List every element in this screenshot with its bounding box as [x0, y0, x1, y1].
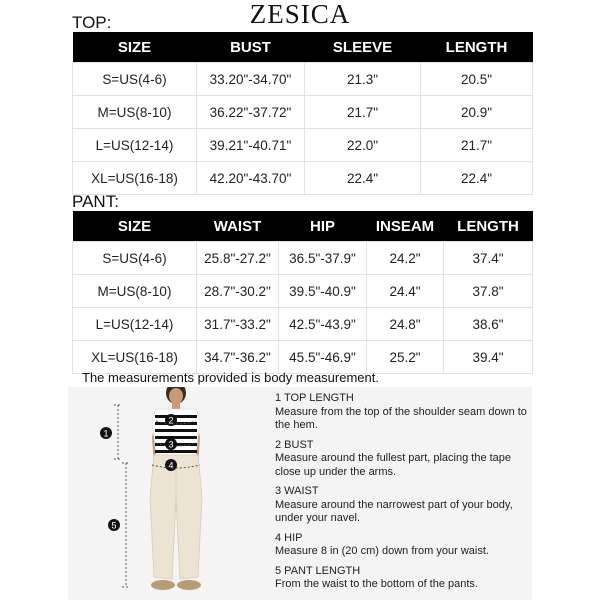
- column-header-length: LENGTH: [444, 211, 533, 242]
- waist-cell: 25.8"-27.2": [197, 242, 279, 275]
- instruction-title: 1 TOP LENGTH: [275, 392, 354, 404]
- hip-cell: 36.5"-37.9": [279, 242, 367, 275]
- marker-5: [108, 519, 120, 531]
- striped-top: [152, 409, 200, 455]
- instruction-text: Measure around the fullest part, placing the tape close up under the arms.: [275, 452, 512, 478]
- svg-text:3: 3: [168, 439, 174, 450]
- hip-cell: 42.5"-43.9": [279, 308, 367, 341]
- brand-logo: ZESICA: [249, 0, 351, 29]
- table-row: [73, 162, 533, 195]
- size-cell: XL=US(16-18): [73, 162, 197, 195]
- measurement-guide-panel: [68, 387, 532, 600]
- size-cell: M=US(8-10): [73, 96, 197, 129]
- model-illustration: [68, 387, 263, 600]
- table-header-row: [73, 211, 533, 242]
- column-header-inseam: INSEAM: [367, 211, 444, 242]
- length-cell: 22.4": [421, 162, 533, 195]
- inseam-cell: 25.2": [367, 341, 444, 374]
- svg-text:4: 4: [168, 460, 174, 471]
- instruction-title: 2 BUST: [275, 438, 314, 451]
- bust-cell: 36.22"-37.72": [197, 96, 305, 129]
- size-cell: S=US(4-6): [73, 63, 197, 96]
- table-row: [73, 242, 533, 275]
- column-header-sleeve: SLEEVE: [305, 32, 421, 63]
- size-cell: M=US(8-10): [73, 275, 197, 308]
- instruction-title: 4 HIP: [275, 531, 303, 544]
- column-header-length: LENGTH: [421, 32, 533, 63]
- marker-3: [165, 438, 177, 450]
- bust-cell: 39.21"-40.71": [197, 129, 305, 162]
- waist-cell: 34.7"-36.2": [197, 341, 279, 374]
- top-section-label: TOP:: [72, 13, 112, 32]
- instruction-title: 5 PANT LENGTH: [275, 564, 361, 577]
- marker-2: [165, 414, 177, 426]
- hip-cell: 45.5"-46.9": [279, 341, 367, 374]
- waist-cell: 31.7"-33.2": [197, 308, 279, 341]
- top-size-table: [72, 32, 533, 195]
- sleeve-cell: 22.4": [305, 162, 421, 195]
- svg-text:1: 1: [103, 428, 109, 439]
- column-header-waist: WAIST: [197, 211, 279, 242]
- instruction-text: Measure 8 in (20 cm) down from your waist.: [275, 545, 489, 557]
- table-row: [73, 275, 533, 308]
- instruction-title: 3 WAIST: [275, 485, 319, 497]
- instruction-item: [275, 439, 530, 480]
- sleeve-cell: 22.0": [305, 129, 421, 162]
- measurement-note: The measurements provided is body measurement.: [82, 370, 379, 385]
- model-figure: [68, 387, 263, 600]
- sleeve-cell: 21.3": [305, 63, 421, 96]
- instruction-item: [275, 392, 530, 433]
- length-cell: 37.8": [444, 275, 533, 308]
- instruction-item: [275, 565, 530, 592]
- length-cell: 21.7": [421, 129, 533, 162]
- face-shape: [169, 388, 183, 404]
- inseam-cell: 24.2": [367, 242, 444, 275]
- pant-size-table: [72, 211, 533, 374]
- table-row: [73, 129, 533, 162]
- marker-1: [100, 427, 112, 439]
- left-sandal: [151, 580, 175, 590]
- svg-text:2: 2: [168, 415, 174, 426]
- pant-section-label: PANT:: [72, 192, 119, 211]
- table-row: [73, 341, 533, 374]
- instruction-text: From the waist to the bottom of the pants.: [275, 578, 478, 590]
- cream-pants: [150, 455, 202, 579]
- instruction-text: Measure around the narrowest part of your body, under your navel.: [275, 498, 513, 524]
- table-row: [73, 63, 533, 96]
- length-cell: 38.6": [444, 308, 533, 341]
- sleeve-cell: 21.7": [305, 96, 421, 129]
- column-header-size: SIZE: [73, 211, 197, 242]
- size-cell: L=US(12-14): [73, 308, 197, 341]
- svg-text:5: 5: [111, 520, 117, 531]
- table-row: [73, 308, 533, 341]
- column-header-bust: BUST: [197, 32, 305, 63]
- measurement-instructions: [275, 392, 530, 598]
- size-cell: L=US(12-14): [73, 129, 197, 162]
- waist-cell: 28.7"-30.2": [197, 275, 279, 308]
- bust-cell: 42.20"-43.70": [197, 162, 305, 195]
- length-cell: 39.4": [444, 341, 533, 374]
- bust-cell: 33.20"-34.70": [197, 63, 305, 96]
- size-cell: S=US(4-6): [73, 242, 197, 275]
- inseam-cell: 24.8": [367, 308, 444, 341]
- column-header-hip: HIP: [279, 211, 367, 242]
- right-sandal: [177, 580, 201, 590]
- instruction-text: Measure from the top of the shoulder seam down to the hem.: [275, 405, 527, 431]
- size-cell: XL=US(16-18): [73, 341, 197, 374]
- length-cell: 20.5": [421, 63, 533, 96]
- marker-4: [165, 459, 177, 471]
- instruction-item: [275, 485, 530, 526]
- length-cell: 37.4": [444, 242, 533, 275]
- inseam-cell: 24.4": [367, 275, 444, 308]
- hip-cell: 39.5"-40.9": [279, 275, 367, 308]
- instruction-item: [275, 532, 530, 559]
- table-header-row: [73, 32, 533, 63]
- length-cell: 20.9": [421, 96, 533, 129]
- table-row: [73, 96, 533, 129]
- column-header-size: SIZE: [73, 32, 197, 63]
